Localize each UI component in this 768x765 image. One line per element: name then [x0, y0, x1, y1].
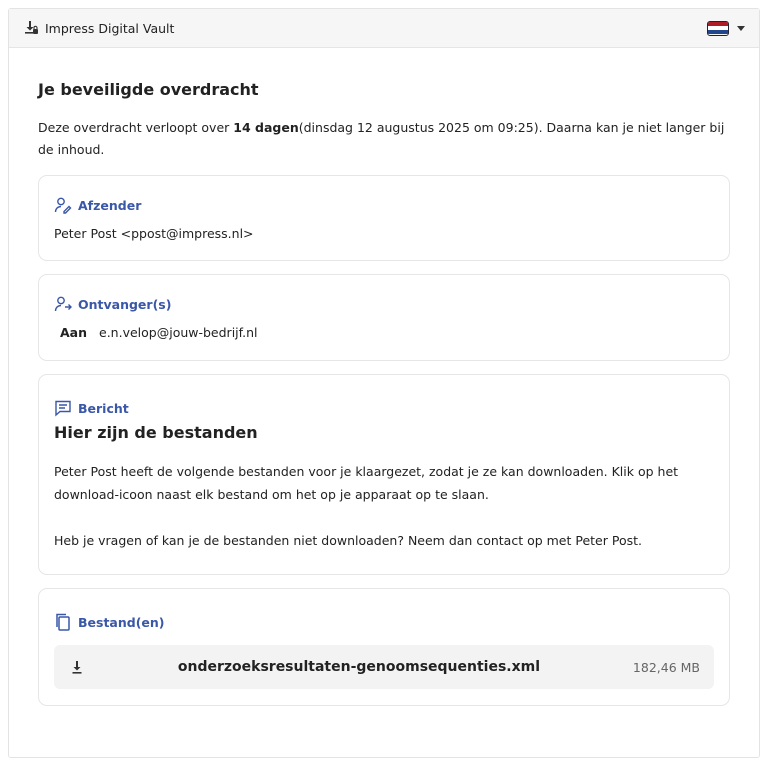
- recipients-card: [38, 274, 730, 361]
- recipients-label: Ontvanger(s): [78, 296, 172, 312]
- recipient-row: [54, 325, 714, 340]
- files-header: [54, 613, 714, 631]
- language-selector[interactable]: [707, 21, 745, 36]
- expiry-prefix: Deze overdracht verloopt over: [38, 120, 234, 135]
- top-bar: [9, 9, 759, 48]
- message-card: [38, 374, 730, 575]
- to-label: Aan: [60, 325, 88, 340]
- user-arrow-icon: [54, 295, 72, 313]
- vault-download-icon: [23, 20, 39, 36]
- message-body: [54, 460, 714, 552]
- recipients-header: [54, 295, 714, 313]
- page-title: Je beveiligde overdracht: [38, 80, 259, 99]
- netherlands-flag-icon: [707, 21, 729, 36]
- message-paragraph: Heb je vragen of kan je de bestanden niet downloaden? Neem dan contact op met Peter Post.: [54, 533, 642, 548]
- expiry-notice: [38, 117, 730, 161]
- chevron-down-icon: [737, 26, 745, 31]
- download-icon[interactable]: [69, 659, 85, 675]
- expiry-suffix: (dinsdag 12 augustus 2025 om 09:25). Daarna kan je niet langer bij de inhoud.: [38, 120, 725, 157]
- files-label: Bestand(en): [78, 614, 165, 630]
- message-icon: [54, 399, 72, 417]
- main-content: [9, 48, 759, 706]
- sender-value: Peter Post <ppost@impress.nl>: [54, 226, 254, 241]
- file-size: 182,46 MB: [632, 659, 700, 675]
- message-label: Bericht: [78, 400, 129, 416]
- sender-header: [54, 196, 714, 214]
- expiry-duration: 14 dagen: [233, 120, 299, 135]
- message-title: Hier zijn de bestanden: [54, 423, 258, 442]
- vault-window: [8, 8, 760, 758]
- user-edit-icon: [54, 196, 72, 214]
- sender-label: Afzender: [78, 197, 142, 213]
- file-row[interactable]: [54, 645, 714, 689]
- sender-card: [38, 175, 730, 261]
- message-header: [54, 399, 714, 417]
- to-value: e.n.velop@jouw-bedrijf.nl: [99, 325, 258, 340]
- app-title: Impress Digital Vault: [45, 20, 175, 36]
- message-paragraph: Peter Post heeft de volgende bestanden voor je klaargezet, zodat je ze kan downloaden. Klik op het download-icoon naast elk bestand om het op je apparaat op te slaan.: [54, 464, 679, 502]
- files-icon: [54, 613, 72, 631]
- file-name[interactable]: onderzoeksresultaten-genoomsequenties.xml: [177, 659, 541, 675]
- files-card: [38, 588, 730, 706]
